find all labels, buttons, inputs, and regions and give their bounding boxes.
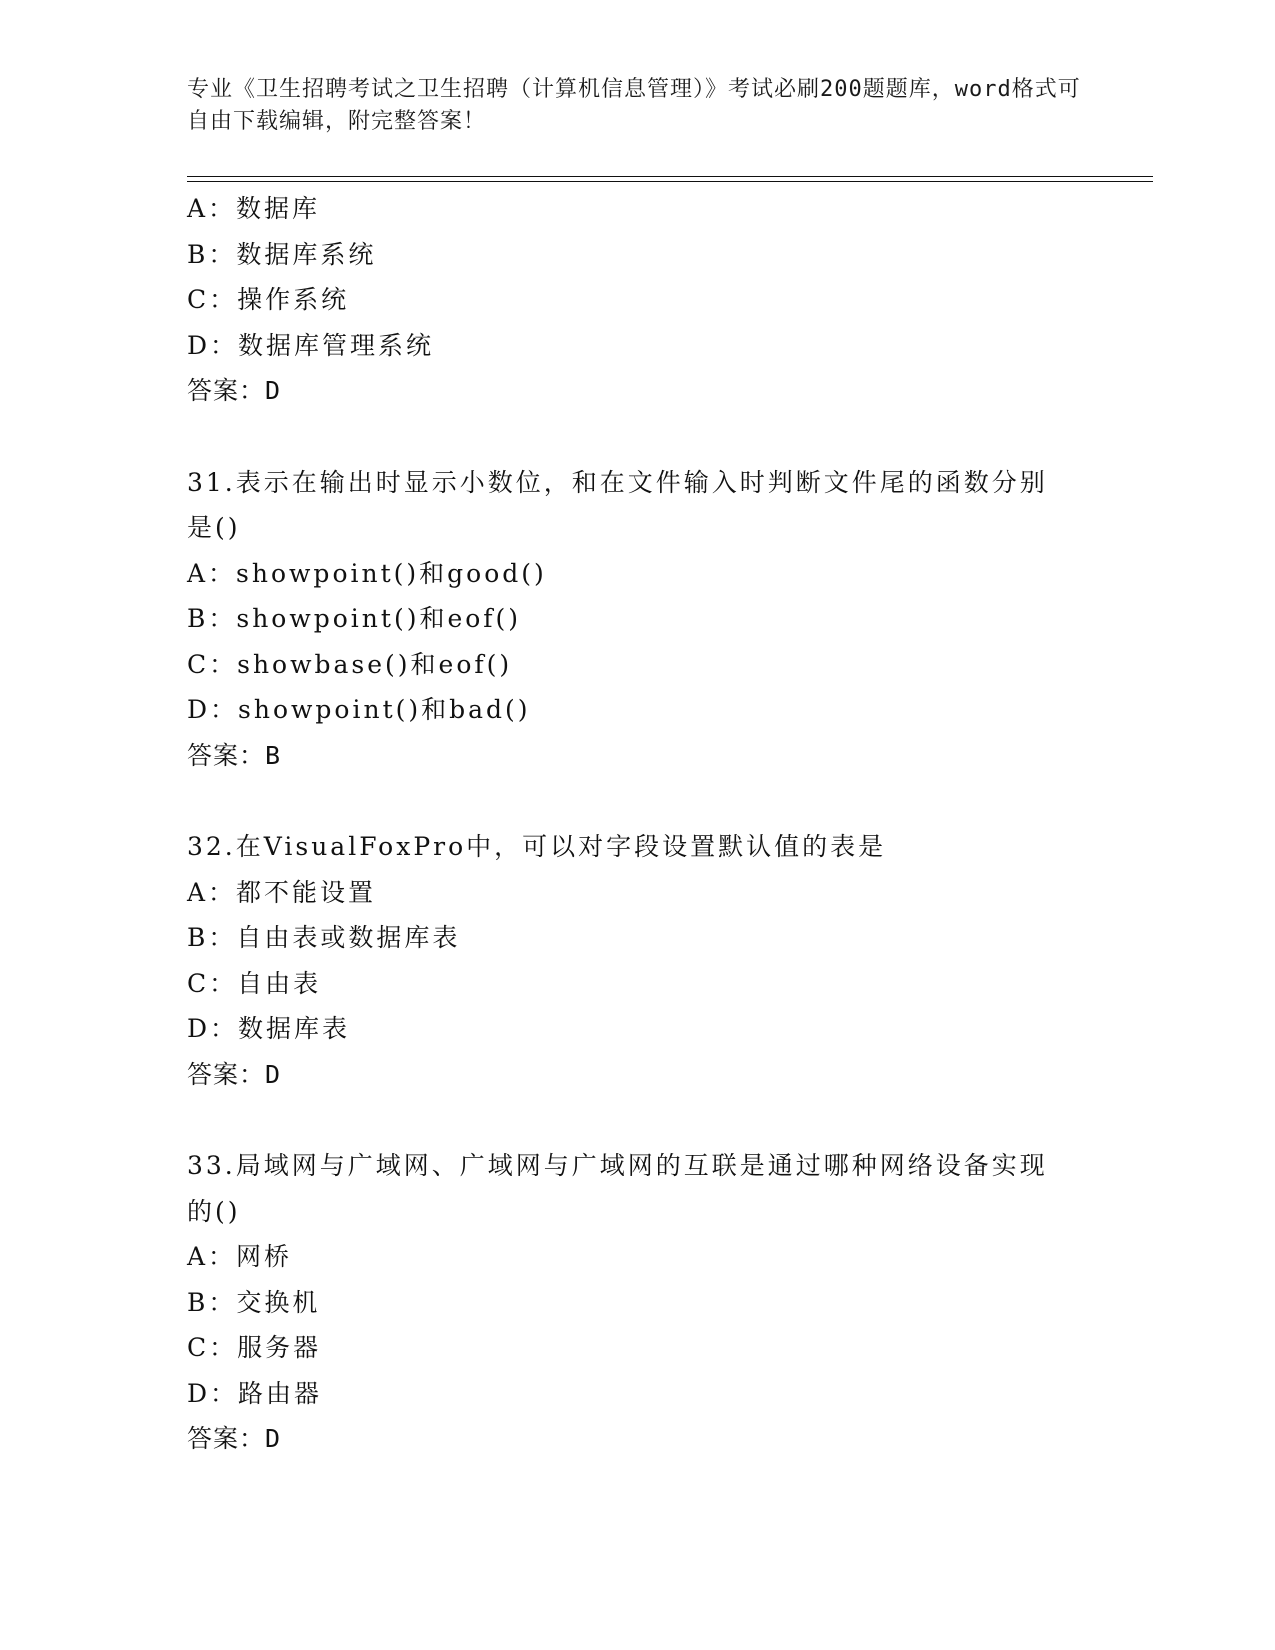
option-c: C：showbase()和eof() [187,649,513,679]
question-block-32 [187,824,1087,1097]
option-c: C：操作系统 [187,285,350,314]
answer-line: 答案：D [187,1424,282,1453]
header-divider [187,176,1153,182]
question-text: 31.表示在输出时显示小数位，和在文件输入时判断文件尾的函数分别是() [187,467,1048,542]
option-a: A：网桥 [187,1242,293,1271]
option-d: D：路由器 [187,1378,323,1408]
answer-line: 答案：D [187,376,282,405]
document-body [187,186,1087,1462]
question-text: 32.在VisualFoxPro中，可以对字段设置默认值的表是 [187,832,887,861]
option-c: C：服务器 [187,1333,322,1362]
option-d: D：数据库表 [187,1014,351,1043]
question-text: 33.局域网与广域网、广域网与广域网的互联是通过哪种网络设备实现的() [187,1151,1048,1226]
page-header: 专业《卫生招聘考试之卫生招聘（计算机信息管理）》考试必刷200题题库，word格式可自由下载编辑，附完整答案！ [187,77,1081,134]
option-b: B：交换机 [187,1287,321,1317]
option-b: B：自由表或数据库表 [187,923,461,952]
option-d: D：showpoint()和bad() [187,695,531,724]
answer-line: 答案：B [187,740,282,770]
option-b: B：showpoint()和eof() [187,604,522,633]
question-block-30 [187,186,1087,414]
option-a: A：showpoint()和good() [187,558,547,588]
option-a: A：数据库 [187,194,321,223]
option-b: B：数据库系统 [187,239,377,269]
question-block-33 [187,1143,1087,1462]
option-c: C：自由表 [187,968,322,998]
question-block-31 [187,460,1087,779]
option-a: A：都不能设置 [187,877,377,907]
option-d: D：数据库管理系统 [187,330,435,360]
answer-line: 答案：D [187,1059,282,1089]
